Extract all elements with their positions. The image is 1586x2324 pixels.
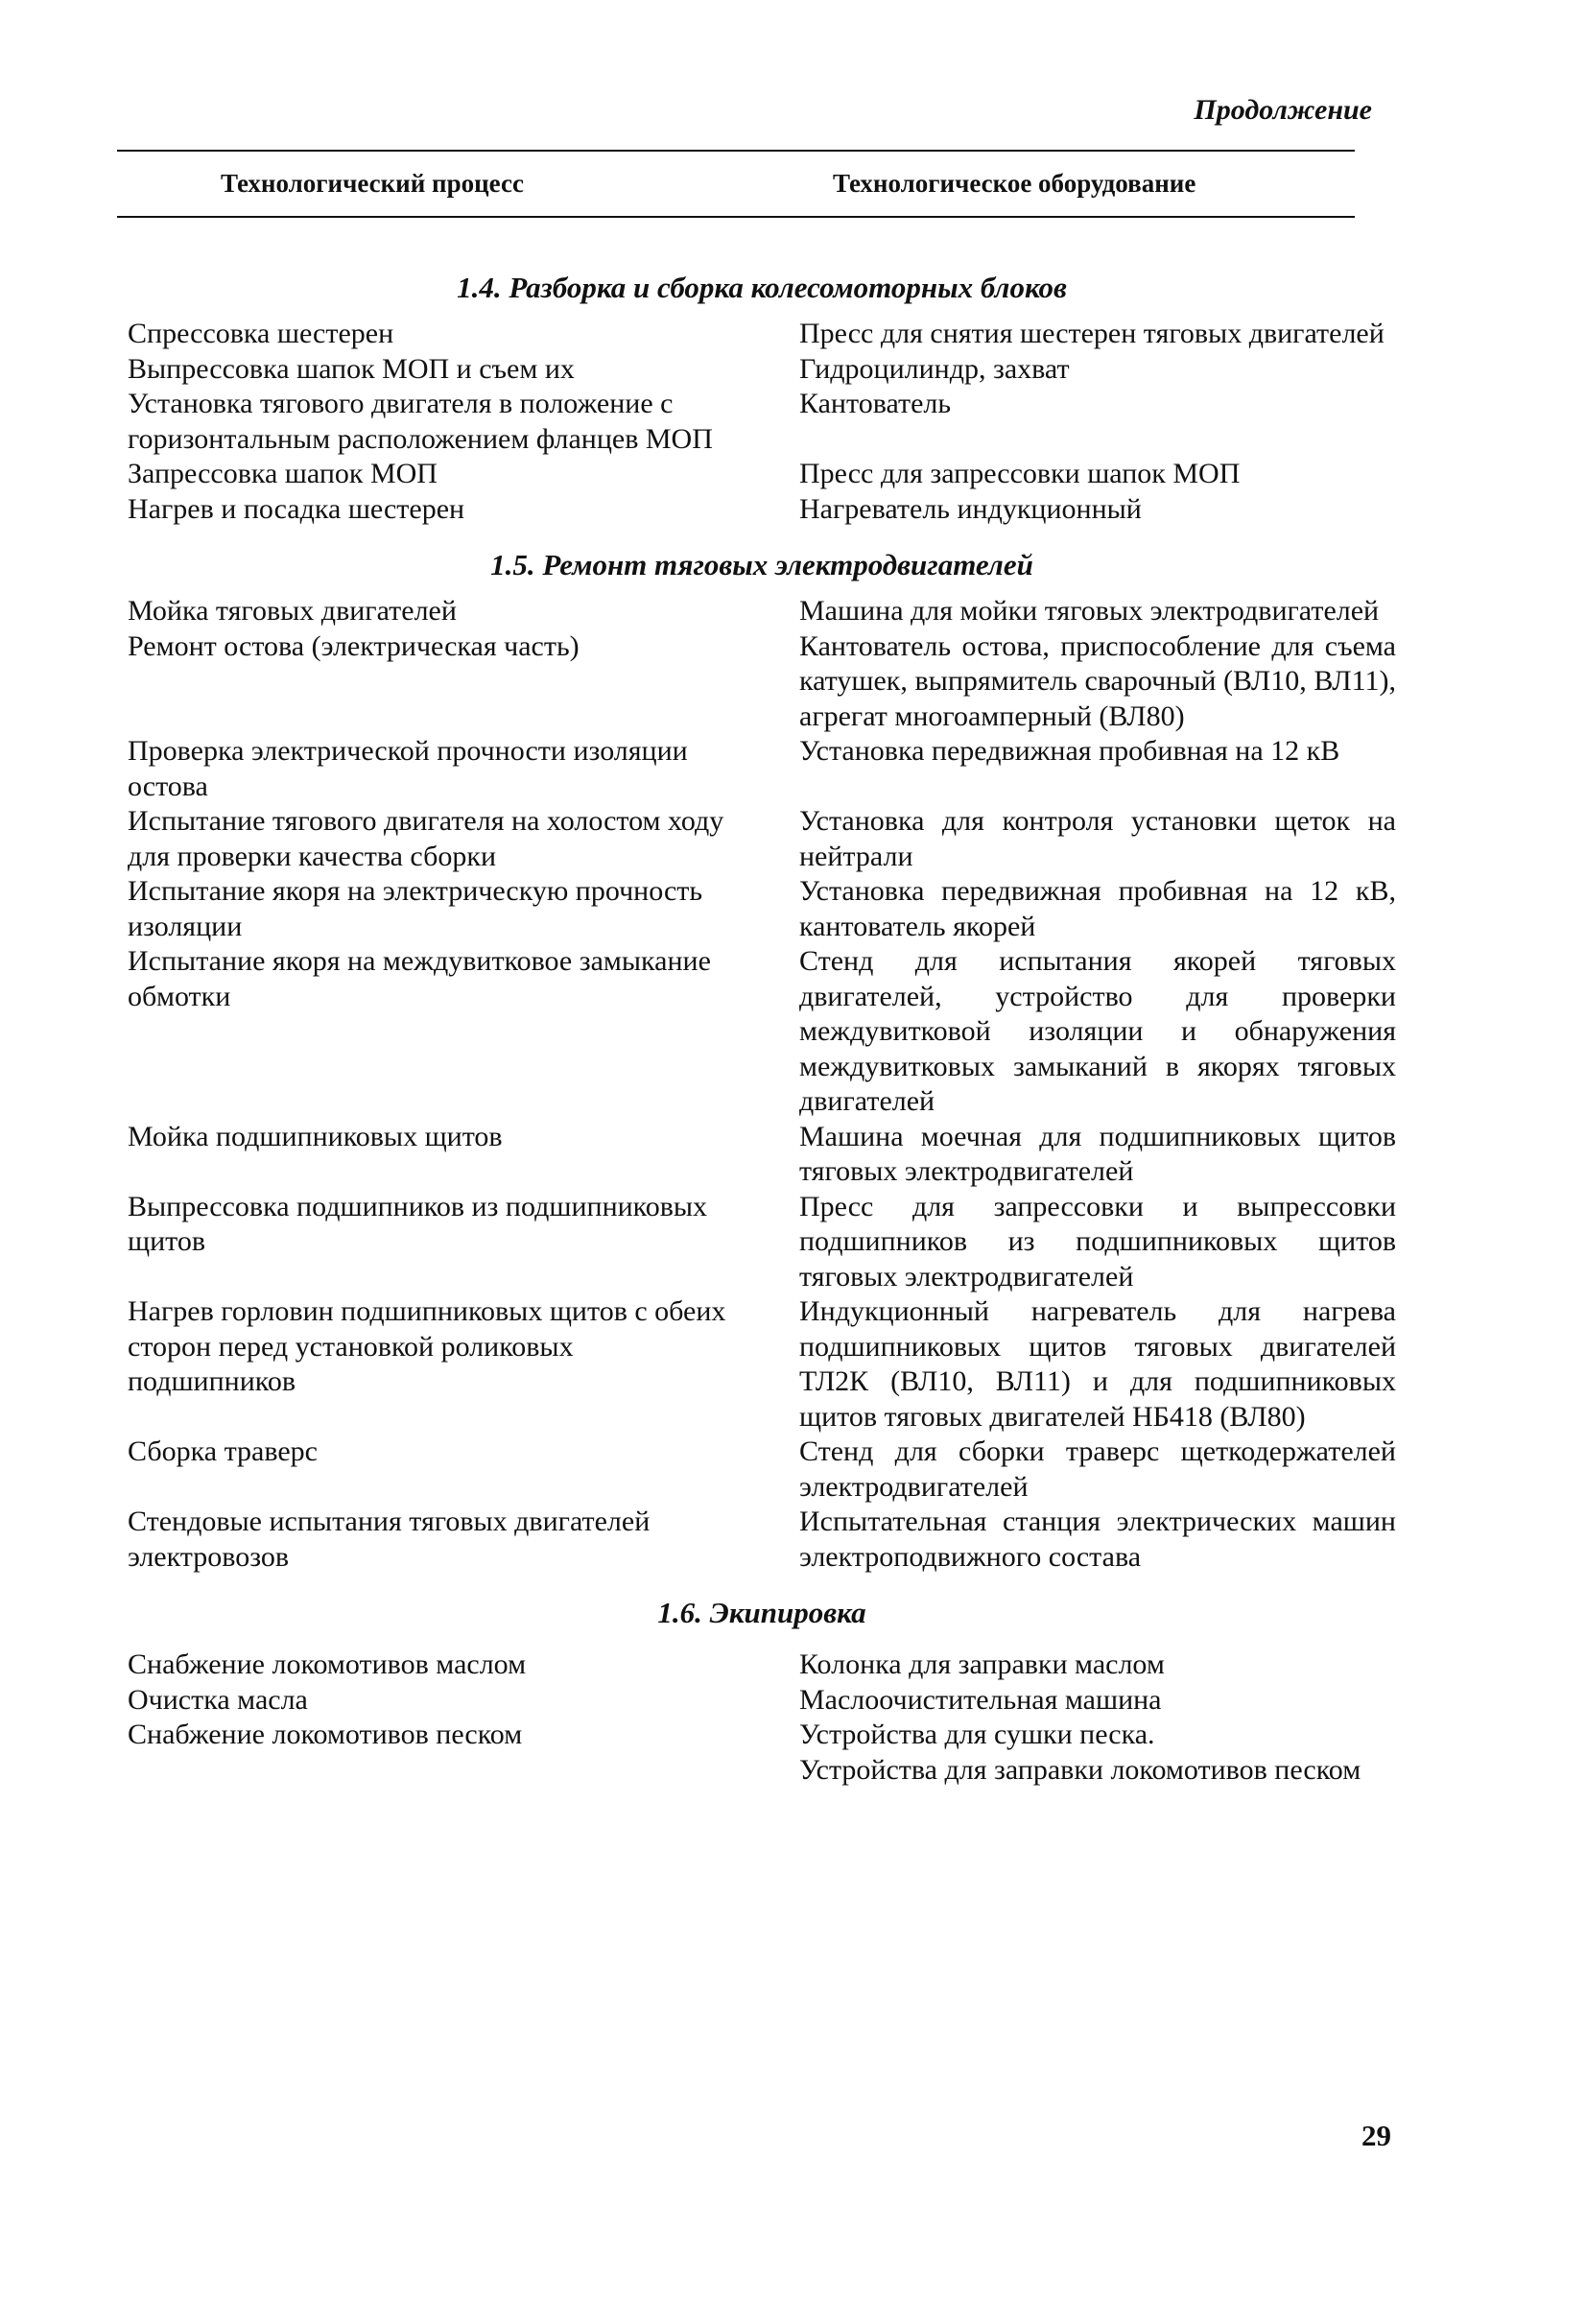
table-row xyxy=(128,317,1396,352)
table-row xyxy=(128,944,1396,1120)
table-row xyxy=(128,387,1396,457)
table-row xyxy=(128,1435,1396,1505)
section-title: 1.4. Разборка и сборка колесомоторных блоков xyxy=(457,271,1067,304)
process-cell: Выпрессовка подшипников из подшипниковых щитов xyxy=(128,1190,708,1257)
process-cell: Нагрев и посадка шестерен xyxy=(128,492,465,525)
equipment-cell: Машина для мойки тяговых электродвигателей xyxy=(799,595,1380,627)
table-row xyxy=(128,1718,1396,1753)
equipment-cell: Гидроцилиндр, захват xyxy=(799,352,1070,385)
table-row xyxy=(128,457,1396,492)
process-cell: Спрессовка шестерен xyxy=(128,318,394,349)
equipment-cell: Установка передвижная пробивная на 12 кВ xyxy=(799,735,1340,767)
equipment-cell: Маслоочистительная машина xyxy=(799,1683,1162,1716)
equipment-cell: Нагреватель индукционный xyxy=(799,492,1142,525)
equipment-cell: Кантователь остова, приспособление для съема катушек, выпрямитель сварочный (ВЛ10, ВЛ11), агрегат многоамперный (ВЛ80) xyxy=(799,629,1396,732)
header-rule xyxy=(117,216,1355,218)
table-row xyxy=(128,594,1396,629)
equipment-cell: Кантователь xyxy=(799,388,952,419)
table-row xyxy=(128,1648,1396,1683)
section-title: 1.6. Экипировка xyxy=(657,1596,866,1629)
section-1-6 xyxy=(128,1596,1396,1788)
table-row xyxy=(128,352,1396,388)
process-cell: Проверка электрической прочности изоляции остова xyxy=(128,735,688,802)
equipment-cell: Устройства для заправки локомотивов песком xyxy=(799,1753,1361,1786)
section-1-4 xyxy=(128,271,1396,527)
table-row xyxy=(128,1120,1396,1190)
process-cell: Испытание якоря на электрическую прочность изоляции xyxy=(128,875,703,942)
continued-label: Продолжение xyxy=(1194,94,1372,126)
table-row xyxy=(128,1294,1396,1435)
column-header-process: Технологический процесс xyxy=(221,169,524,198)
table-row xyxy=(128,874,1396,944)
equipment-cell: Установка для контроля установки щеток на нейтрали xyxy=(799,805,1396,872)
process-cell: Снабжение локомотивов маслом xyxy=(128,1648,527,1680)
process-cell: Запрессовка шапок МОП xyxy=(128,458,438,489)
table-row xyxy=(128,804,1396,874)
table-row xyxy=(128,1505,1396,1575)
process-cell: Выпрессовка шапок МОП и съем их xyxy=(128,352,575,385)
top-rule xyxy=(117,150,1355,152)
process-cell: Стендовые испытания тяговых двигателей электровозов xyxy=(128,1506,651,1573)
process-cell: Сборка траверс xyxy=(128,1435,318,1467)
table-row xyxy=(128,1683,1396,1719)
table-row xyxy=(128,492,1396,528)
equipment-cell: Пресс для запрессовки и выпрессовки подшипников из подшипниковых щитов тяговых электродвигателей xyxy=(799,1190,1396,1292)
table-row xyxy=(128,1190,1396,1295)
table-row xyxy=(128,734,1396,804)
equipment-cell: Машина моечная для подшипниковых щитов тяговых электродвигателей xyxy=(799,1120,1396,1187)
equipment-cell: Установка передвижная пробивная на 12 кВ, кантователь якорей xyxy=(799,875,1396,942)
page-number: 29 xyxy=(1361,2119,1391,2152)
process-cell: Испытание тягового двигателя на холостом ходу для проверки качества сборки xyxy=(128,805,724,872)
section-1-5 xyxy=(128,548,1396,1575)
column-header-equipment: Технологическое оборудование xyxy=(833,169,1196,198)
process-cell: Снабжение локомотивов песком xyxy=(128,1719,523,1750)
equipment-cell: Колонка для заправки маслом xyxy=(799,1648,1165,1680)
process-cell: Мойка тяговых двигателей xyxy=(128,595,457,627)
process-cell xyxy=(128,1753,732,1789)
table-row xyxy=(128,629,1396,735)
process-cell: Ремонт остова (электрическая часть) xyxy=(128,629,580,662)
equipment-cell: Стенд для испытания якорей тяговых двигателей, устройство для проверки междувитковой изоляции и обнаружения междувитковых замыканий в якорях тяговых двигателей xyxy=(799,945,1396,1117)
process-cell: Мойка подшипниковых щитов xyxy=(128,1120,503,1152)
process-cell: Установка тягового двигателя в положение с горизонтальным расположением фланцев МОП xyxy=(128,388,713,455)
process-cell: Нагрев горловин подшипниковых щитов с обеих сторон перед установкой роликовых подшипников xyxy=(128,1295,726,1397)
equipment-cell: Индукционный нагреватель для нагрева подшипниковых щитов тяговых двигателей ТЛ2К (ВЛ10, ВЛ11) и для подшипниковых щитов тяговых двигателей НБ418 (ВЛ80) xyxy=(799,1295,1396,1433)
section-title: 1.5. Ремонт тяговых электродвигателей xyxy=(490,548,1033,581)
process-cell: Испытание якоря на междувитковое замыкание обмотки xyxy=(128,945,711,1012)
process-cell: Очистка масла xyxy=(128,1683,308,1716)
equipment-cell: Пресс для снятия шестерен тяговых двигателей xyxy=(799,318,1385,349)
equipment-cell: Устройства для сушки песка. xyxy=(799,1719,1155,1750)
equipment-cell: Испытательная станция электрических машин электроподвижного состава xyxy=(799,1506,1396,1573)
equipment-cell: Пресс для запрессовки шапок МОП xyxy=(799,458,1241,489)
table-row xyxy=(128,1753,1396,1789)
table-body xyxy=(128,271,1396,1788)
equipment-cell: Стенд для сборки траверс щеткодержателей электродвигателей xyxy=(799,1435,1396,1503)
